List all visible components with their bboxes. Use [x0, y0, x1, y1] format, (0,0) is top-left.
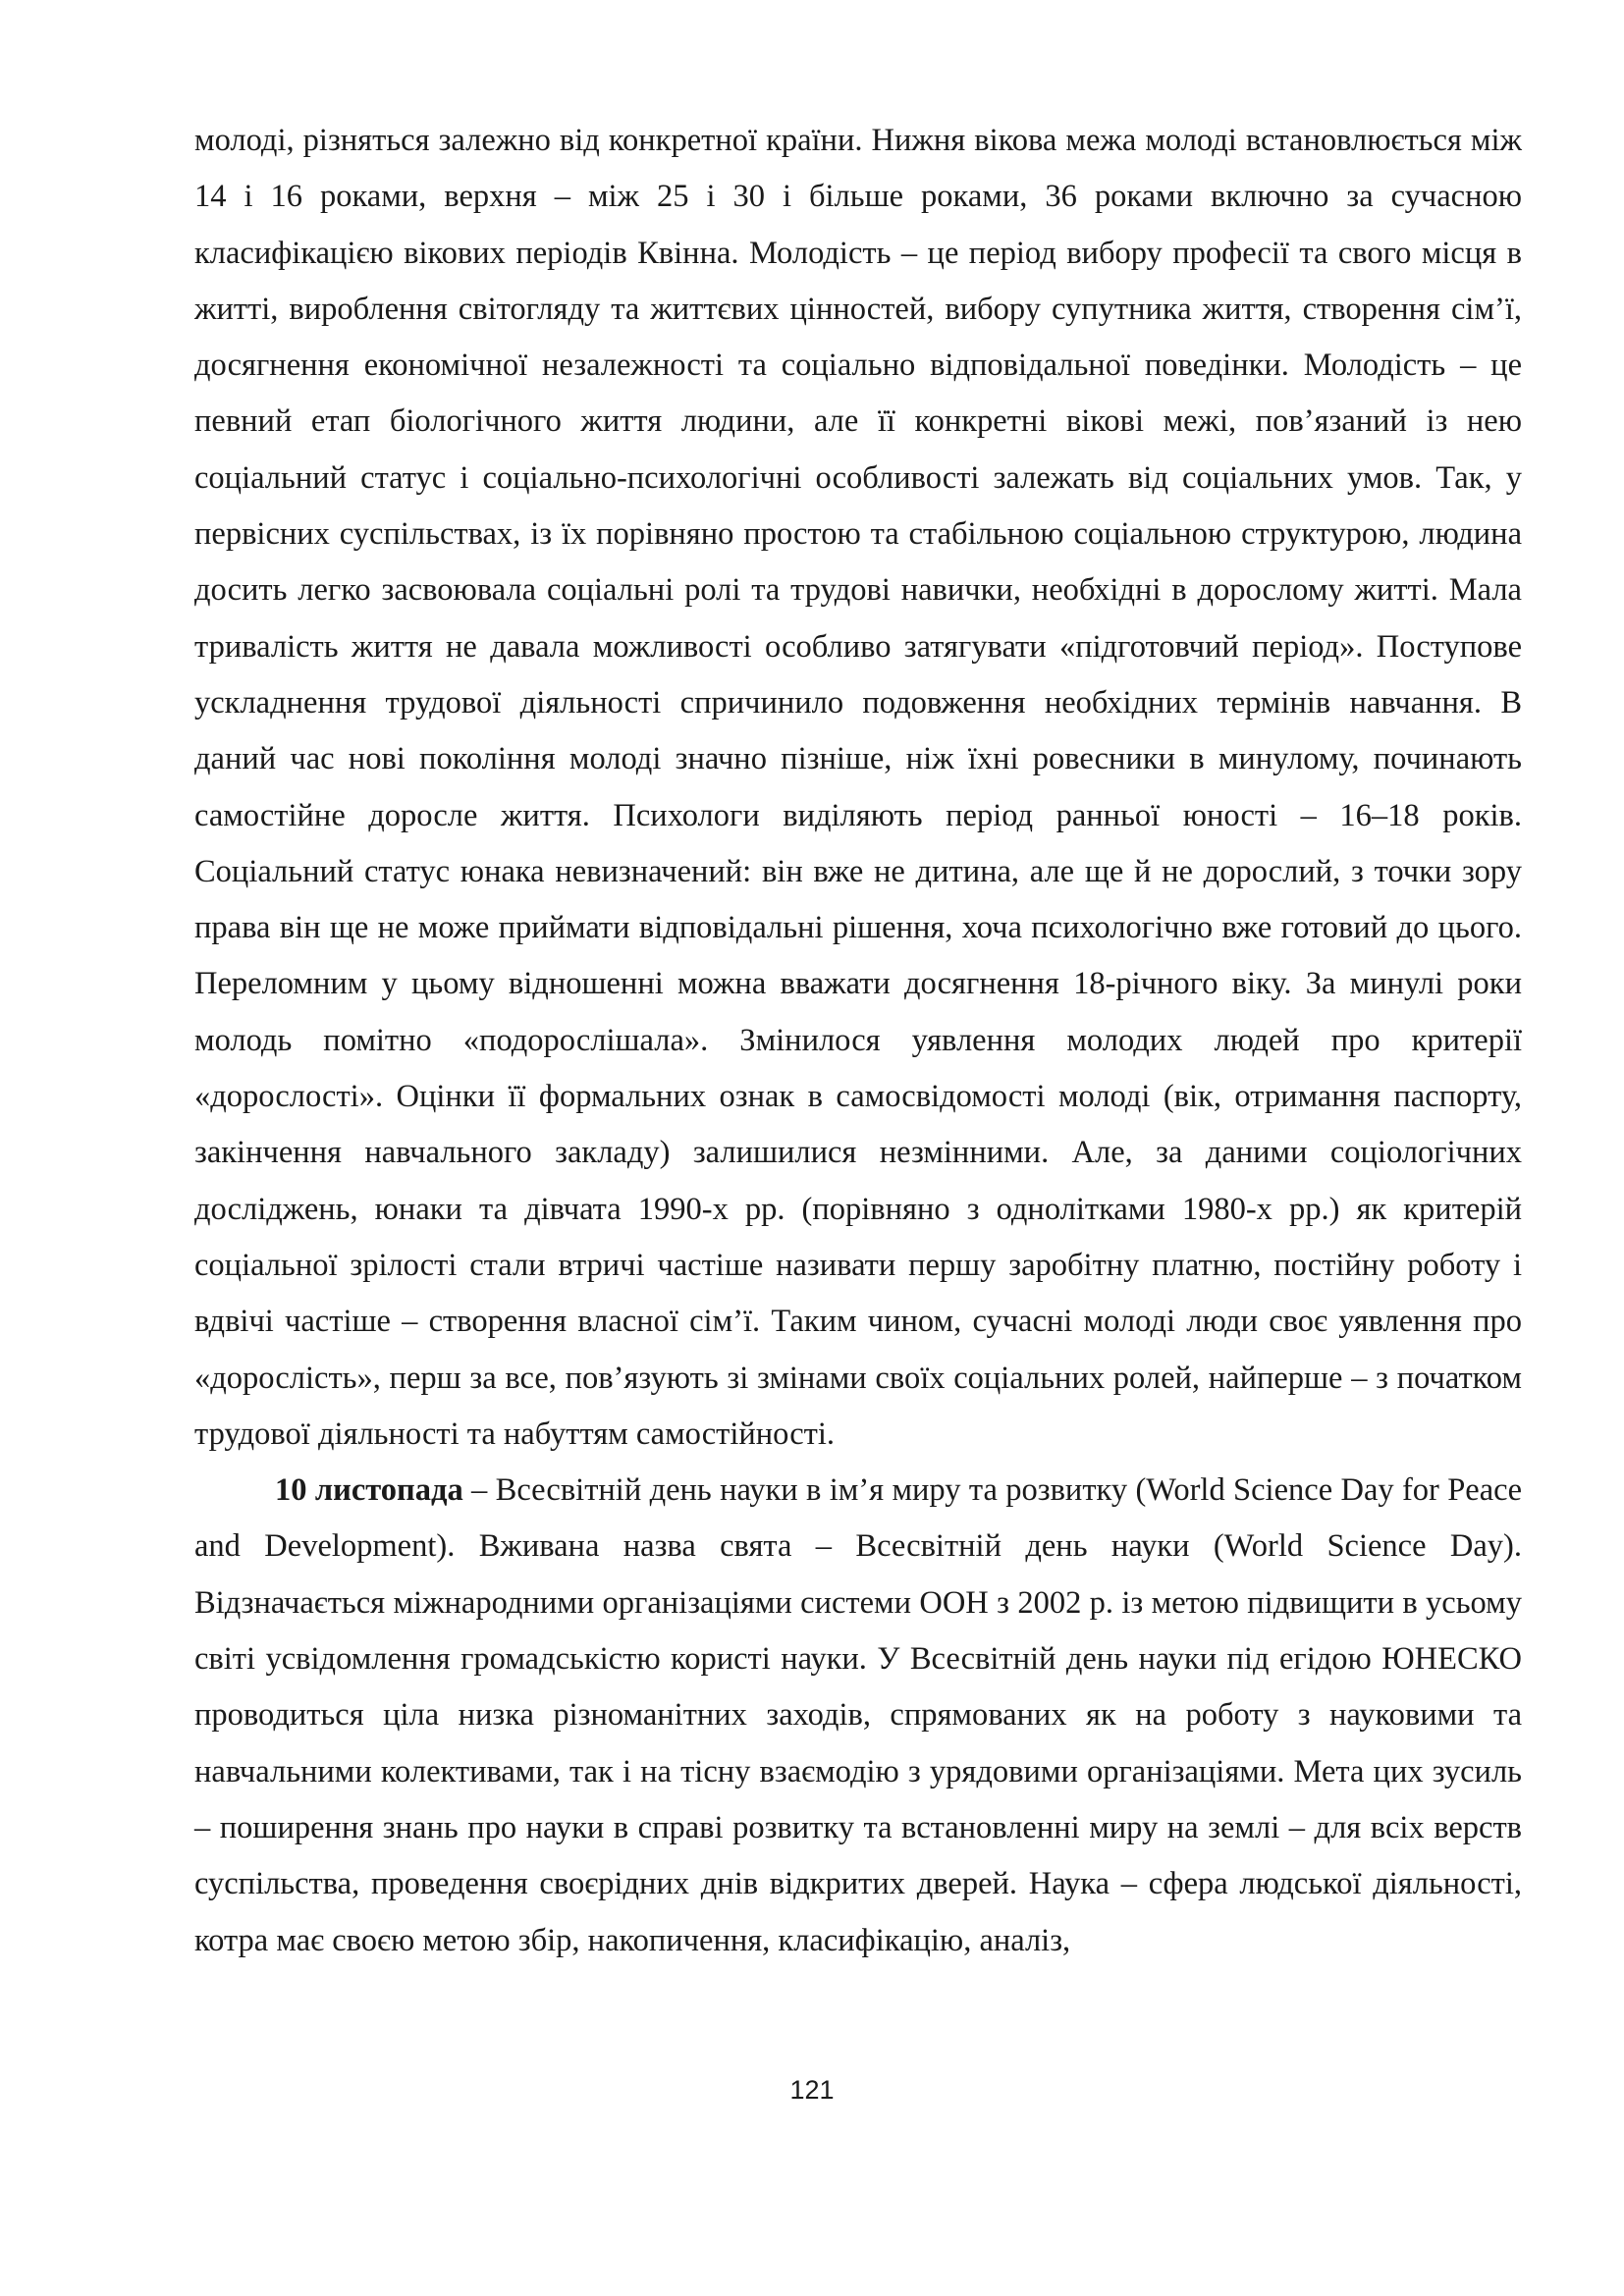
paragraph-science-day-text: – Всесвітній день науки в ім’я миру та розвитку (World Science Day for Peace and Development). Вживана назва свята – Всесвітній день науки (World Science Day). Відзначається міжнародними організаціями системи ООН з 2002 р. із метою підвищити в усьому світі усвідомлення громадськістю користі науки. У Всесвітній день науки під егідою ЮНЕСКО проводиться ціла низка різноманітних заходів, спрямованих як на роботу з науковими та навчальними колективами, так і на тісну взаємодію з урядовими організаціями. Мета цих зусиль – поширення знань про науки в справі розвитку та встановленні миру на землі – для всіх верств суспільства, проведення своєрідних днів відкритих дверей. Наука – сфера людської діяльності, котра має своєю метою збір, накопичення, класифікацію, аналіз, [194, 1472, 1522, 1958]
paragraph-youth: молоді, різняться залежно від конкретної країни. Нижня вікова межа молоді встановлюється між 14 і 16 роками, верхня – між 25 і 30 і більше роками, 36 роками включно за сучасною класифікацією вікових періодів Квінна. Молодість – це період вибору професії та свого місця в житті, вироблення світогляду та життєвих цінностей, вибору супутника життя, створення сім’ї, досягнення економічної незалежності та соціально відповідальної поведінки. Молодість – це певний етап біологічного життя людини, але її конкретні вікові межі, пов’язаний із нею соціальний статус і соціально-психологічні особливості залежать від соціальних умов. Так, у первісних суспільствах, із їх порівняно простою та стабільною соціальною структурою, людина досить легко засвоювала соціальні ролі та трудові навички, необхідні в дорослому житті. Мала тривалість життя не давала можливості особливо затягувати «підготовчий період». Поступове ускладнення трудової діяльності спричинило подовження необхідних термінів навчання. В даний час нові покоління молоді значно пізніше, ніж їхні ровесники в минулому, починають самостійне доросле життя. Психологи виділяють період ранньої юності – 16–18 років. Соціальний статус юнака невизначений: він вже не дитина, але ще й не дорослий, з точки зору права він ще не може приймати відповідальні рішення, хоча психологічно вже готовий до цього. Переломним у цьому відношенні можна вважати досягнення 18-річного віку. За минулі роки молодь помітно «подорослішала». Змінилося уявлення молодих людей про критерії «дорослості». Оцінки її формальних ознак в самосвідомості молоді (вік, отримання паспорту, закінчення навчального закладу) залишилися незмінними. Але, за даними соціологічних досліджень, юнаки та дівчата 1990-х рр. (порівняно з однолітками 1980-х рр.) як критерій соціальної зрілості стали втричі частіше називати першу заробітну платню, постійну роботу і вдвічі частіше – створення власної сім’ї. Таким чином, сучасні молоді люди своє уявлення про «дорослість», перш за все, пов’язують зі змінами своїх соціальних ролей, найперше – з початком трудової діяльності та набуттям самостійності. [194, 123, 1522, 1452]
date-heading: 10 листопада [275, 1472, 463, 1509]
page-number: 121 [789, 2075, 835, 2105]
page-body [194, 113, 1522, 1969]
paragraph-science-day [194, 1463, 1522, 1969]
